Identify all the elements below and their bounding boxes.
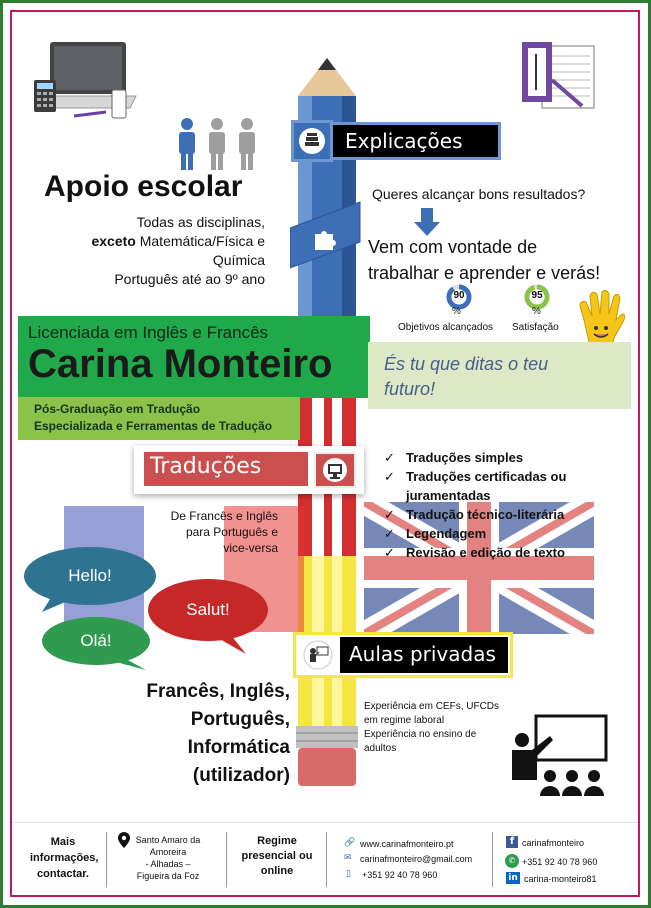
explicacoes-invite (368, 234, 600, 286)
footer-addr-4: Figueira da Foz (136, 871, 200, 881)
check-icon: ✓ (384, 469, 395, 484)
profile-name: Carina Monteiro (28, 342, 333, 386)
footer-phone[interactable]: +351 92 40 78 960 (362, 870, 438, 880)
footer-mais-1: Mais (50, 836, 76, 848)
traducoes-item (382, 467, 582, 505)
traducoes-item-text: Traduções certificadas ou juramentadas (406, 469, 567, 503)
aulas-desc-3: Experiência no ensino de (364, 729, 477, 740)
gauge-objetivos-value: 90 (453, 290, 465, 301)
traducoes-item-text: Traduções simples (406, 450, 524, 465)
footer-regime-3: online (260, 865, 294, 877)
traducoes-item-text: Legendagem (406, 526, 487, 541)
check-icon: ✓ (384, 507, 395, 522)
bubble-ola: Olá! (80, 631, 112, 650)
aulas-description (364, 700, 504, 756)
apoio-title: Apoio escolar (44, 170, 243, 203)
traducoes-subtitle (150, 508, 278, 556)
apoio-line-3: Química (212, 252, 265, 268)
postgrad-text (34, 401, 272, 435)
apoio-line-2 (60, 232, 265, 251)
glove-icon (578, 290, 626, 348)
teacher-board-icon (506, 712, 610, 804)
profile-subtitle: Licenciada em Inglês e Francês (28, 323, 269, 342)
footer-contact-cta (30, 834, 99, 882)
apoio-description (60, 213, 265, 289)
footer-website[interactable]: www.carinafmonteiro.pt (360, 839, 454, 849)
pencil-illustration (290, 52, 364, 792)
footer-regime-1: Regime (257, 835, 297, 847)
aulas-desc-1: Experiência em CEFs, UFCDs (364, 701, 500, 712)
footer-addr-3: - Alhadas – (145, 859, 191, 869)
people-icons (175, 116, 265, 172)
apoio-line-4: Português até ao 9º ano (114, 271, 265, 287)
phone-icon: ▯ (346, 869, 351, 879)
gauge-objetivos-unit: % (452, 306, 461, 317)
apoio-line-2-rest: Matemática/Física e (135, 233, 265, 249)
futuro-text: És tu que ditas o teu futuro! (384, 354, 549, 399)
footer-divider-1 (106, 832, 107, 887)
teacher-small-icon (300, 637, 336, 673)
footer-divider-3 (326, 832, 327, 887)
check-icon: ✓ (384, 526, 395, 541)
footer-regime (234, 834, 320, 879)
footer-regime-2: presencial ou (241, 850, 313, 862)
footer-addr-1: Santo Amaro da (135, 835, 201, 845)
facebook-icon: f (506, 836, 518, 848)
gauge-satisfacao-unit: % (532, 306, 541, 317)
aulas-lang-4: (utilizador) (192, 765, 290, 786)
aulas-lang-1: Francês, Inglês, (146, 681, 290, 702)
apoio-line-1: Todas as disciplinas, (136, 214, 265, 230)
aulas-desc-4: adultos (364, 743, 397, 754)
gauge-objetivos-label: Objetivos alcançados (398, 322, 494, 333)
footer-mais-3: contactar. (37, 868, 89, 880)
monitor-icon (314, 452, 356, 488)
linkedin-icon: in (506, 872, 520, 884)
bubble-salut: Salut! (186, 600, 230, 619)
explicacoes-header (291, 120, 501, 162)
traducoes-item (382, 448, 582, 467)
explicacoes-question: Queres alcançar bons resultados? (372, 186, 586, 202)
explicacoes-title: Explicações (333, 122, 501, 160)
email-icon: ✉ (344, 853, 352, 863)
footer-address (128, 834, 208, 882)
footer-facebook[interactable]: carinafmonteiro (522, 838, 585, 848)
check-icon: ✓ (384, 545, 395, 560)
traducoes-sub-1: De Francês e Inglês (170, 509, 278, 523)
aulas-lang-3: Informática (187, 737, 290, 758)
aulas-lang-2: Português, (190, 709, 290, 730)
laptop-illustration (32, 38, 140, 124)
aulas-title: Aulas privadas (340, 637, 508, 673)
bubble-hello: Hello! (68, 566, 112, 585)
footer-divider-4 (492, 832, 493, 887)
traducoes-list (382, 448, 582, 562)
check-icon: ✓ (384, 450, 395, 465)
postgrad-line-1: Pós-Graduação em Tradução (34, 402, 201, 416)
aulas-desc-2: em regime laboral (364, 715, 445, 726)
traducoes-item (382, 505, 582, 524)
books-icon (291, 120, 333, 162)
footer-addr-2: Amoreira (149, 847, 187, 857)
traducoes-title: Traduções (144, 452, 308, 486)
footer-mais-2: informações, (30, 852, 99, 864)
traducoes-item-text: Tradução técnico-literária (406, 507, 565, 522)
apoio-line-2-bold: exceto (91, 233, 136, 249)
invite-line-1: Vem com vontade de (368, 237, 538, 257)
arrow-down-icon (414, 208, 440, 236)
traducoes-item (382, 524, 582, 543)
traducoes-item-text: Revisão e edição de texto (406, 545, 565, 560)
footer-whatsapp[interactable]: +351 92 40 78 960 (522, 857, 598, 867)
puzzle-icon (311, 226, 337, 252)
footer-email[interactable]: carinafmonteiro@gmail.com (360, 854, 473, 864)
footer-divider-2 (226, 832, 227, 887)
whatsapp-icon: ✆ (505, 854, 519, 868)
traducoes-sub-3: vice-versa (223, 541, 278, 555)
gauge-satisfacao-value: 95 (531, 290, 543, 301)
gauge-satisfacao-label: Satisfação (512, 322, 559, 333)
footer-linkedin[interactable]: carina-monteiro81 (524, 874, 597, 884)
aulas-languages (122, 678, 290, 790)
footer-separator (12, 822, 638, 823)
invite-line-2: trabalhar e aprender e verás! (368, 263, 601, 283)
notebook-illustration (522, 40, 600, 112)
traducoes-sub-2: para Português e (185, 525, 278, 539)
postgrad-line-2: Especializada e Ferramentas de Tradução (34, 419, 273, 433)
link-icon: 🔗 (344, 838, 356, 848)
traducoes-item (382, 543, 582, 562)
